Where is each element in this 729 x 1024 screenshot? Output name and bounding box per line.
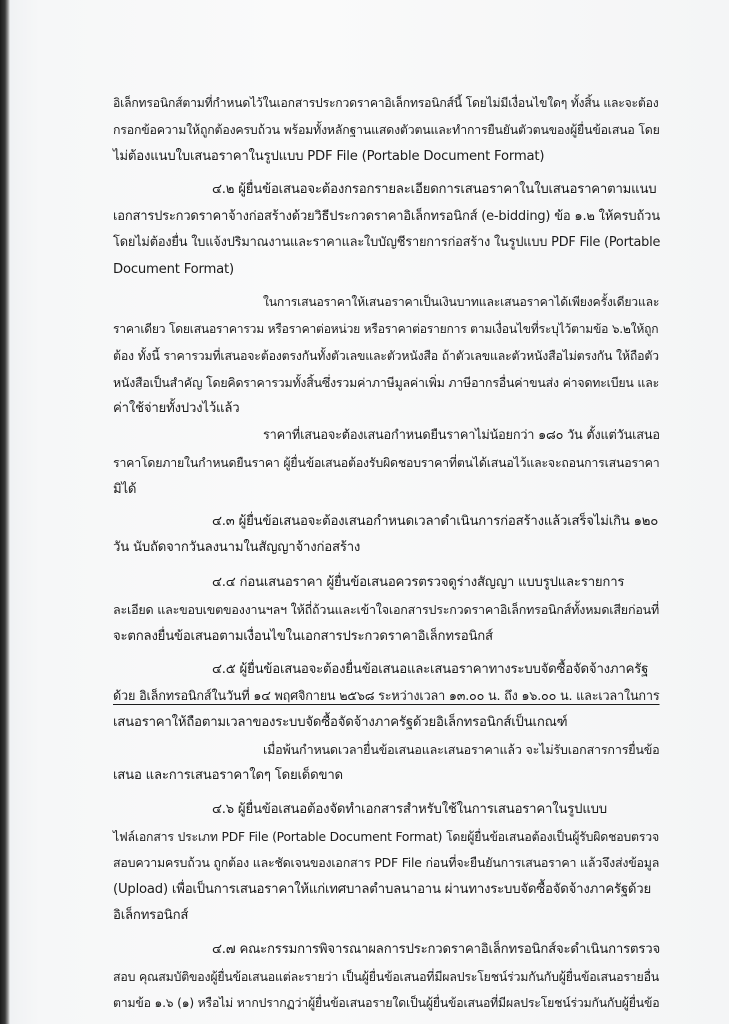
text-line: อิเล็กทรอนิกส์: [113, 908, 189, 923]
clause-4-6-heading: ๔.๖ ผู้ยื่นข้อเสนอต้องจัดทำเอกสารสำหรับใช้ในการเสนอราคาในรูปแบบ: [212, 802, 607, 817]
binding-edge: [0, 0, 10, 1024]
text-line: ค่าใช้จ่ายทั้งปวงไว้แล้ว: [113, 401, 240, 416]
text-line: วัน นับถัดจากวันลงนามในสัญญาจ้างก่อสร้าง: [113, 540, 361, 555]
text-line: สอบความครบถ้วน ถูกต้อง และชัดเจนของเอกสาร PDF File ก่อนที่จะยืนยันการเสนอราคา แล้วจึงส่งข้อมูล: [113, 855, 660, 870]
text-line: ราคาเดียว โดยเสนอราคารวม หรือราคาต่อหน่วย หรือราคาต่อรายการ ตามเงื่อนไขที่ระบุไว้ตามข้อ ๖.๒ให้ถูก: [113, 322, 659, 336]
text-line: ไม่ต้องแนบใบเสนอราคาในรูปแบบ PDF File (Portable Document Format): [113, 149, 545, 164]
submission-date-line: ด้วย อิเล็กทรอนิกส์ในวันที่ ๑๔ พฤศจิกายน ๒๕๖๘ ระหว่างเวลา ๑๓.๐๐ น. ถึง ๑๖.๐๐ น. และเวลาในการ: [113, 688, 660, 703]
text-line: ในการเสนอราคาให้เสนอราคาเป็นเงินบาทและเสนอราคาได้เพียงครั้งเดียวและ: [263, 295, 660, 309]
text-line: หนังสือเป็นสำคัญ โดยคิดราคารวมทั้งสิ้นซึ่งรวมค่าภาษีมูลค่าเพิ่ม ภาษีอากรอื่นค่าขนส่ง ค่าจดทะเบียน และ: [113, 376, 660, 390]
text-line: ราคาโดยภายในกำหนดยืนราคา ผู้ยื่นข้อเสนอต้องรับผิดชอบราคาที่ตนได้เสนอไว้และจะถอนการเสนอราคา: [113, 456, 660, 470]
text-line: ตามข้อ ๑.๖ (๑) หรือไม่ หากปรากฏว่าผู้ยื่นข้อเสนอรายใดเป็นผู้ยื่นข้อเสนอที่มีผลประโยชน์ร่วมกันกับผู้ยื่นข้อ: [113, 996, 660, 1010]
text-line: สอบ คุณสมบัติของผู้ยื่นข้อเสนอแต่ละรายว่า เป็นผู้ยื่นข้อเสนอที่มีผลประโยชน์ร่วมกันกับผู้ยื่นข้อเสนอรายอื่น: [113, 970, 660, 984]
text-line: ละเอียด และขอบเขตของงานฯลฯ ให้ถี่ถ้วนและเข้าใจเอกสารประกวดราคาอิเล็กทรอนิกส์ทั้งหมดเสียก่อนที่: [113, 602, 660, 617]
text-line: เมื่อพ้นกำหนดเวลายื่นข้อเสนอและเสนอราคาแล้ว จะไม่รับเอกสารการยื่นข้อ: [263, 742, 660, 757]
text-line: เสนอ และการเสนอราคาใดๆ โดยเด็ดขาด: [113, 768, 343, 783]
text-line: Document Format): [113, 262, 234, 277]
clause-4-3-heading: ๔.๓ ผู้ยื่นข้อเสนอจะต้องเสนอกำหนดเวลาดำเนินการก่อสร้างแล้วเสร็จไม่เกิน ๑๒๐: [212, 514, 659, 529]
text-line: กรอกข้อความให้ถูกต้องครบถ้วน พร้อมทั้งหลักฐานแสดงตัวตนและทำการยืนยันตัวตนของผู้ยื่นข้อเสนอ โดย: [113, 123, 660, 137]
text-line: มิได้: [113, 482, 137, 497]
text-line: เอกสารประกวดราคาจ้างก่อสร้างด้วยวิธีประกวดราคาอิเล็กทรอนิกส์ (e-bidding) ข้อ ๑.๒ ให้ครบถ้วน: [113, 209, 660, 224]
clause-4-5-heading: ๔.๕ ผู้ยื่นข้อเสนอจะต้องยื่นข้อเสนอและเสนอราคาทางระบบจัดซื้อจัดจ้างภาครัฐ: [212, 662, 649, 677]
text-line: (Upload) เพื่อเป็นการเสนอราคาให้แก่เทศบาลตำบลนาอาน ผ่านทางระบบจัดซื้อจัดจ้างภาครัฐด้วย: [113, 882, 651, 897]
text-line: จะตกลงยื่นข้อเสนอตามเงื่อนไขในเอกสารประกวดราคาอิเล็กทรอนิกส์: [113, 629, 493, 644]
clause-4-2-heading: ๔.๒ ผู้ยื่นข้อเสนอจะต้องกรอกรายละเอียดการเสนอราคาในใบเสนอราคาตามแนบ: [212, 182, 657, 197]
text-line: โดยไม่ต้องยื่น ใบแจ้งปริมาณงานและราคาและใบบัญชีรายการก่อสร้าง ในรูปแบบ PDF File (Portable: [113, 235, 661, 250]
clause-4-4-heading: ๔.๔ ก่อนเสนอราคา ผู้ยื่นข้อเสนอควรตรวจดูร่างสัญญา แบบรูปและรายการ: [212, 575, 625, 590]
text-line: อิเล็กทรอนิกส์ตามที่กำหนดไว้ในเอกสารประกวดราคาอิเล็กทรอนิกส์นี้ โดยไม่มีเงื่อนไขใดๆ ทั้งสิ้น และจะต้อง: [113, 96, 659, 110]
clause-4-7-heading: ๔.๗ คณะกรรมการพิจารณาผลการประกวดราคาอิเล็กทรอนิกส์จะดำเนินการตรวจ: [212, 942, 660, 957]
text-line: เสนอราคาให้ถือตามเวลาของระบบจัดซื้อจัดจ้างภาครัฐด้วยอิเล็กทรอนิกส์เป็นเกณฑ์: [113, 715, 568, 730]
text-line: ต้อง ทั้งนี้ ราคารวมที่เสนอจะต้องตรงกันทั้งตัวเลขและตัวหนังสือ ถ้าตัวเลขและตัวหนังสือไม่ตรงกัน ให้ถือตัว: [113, 349, 659, 363]
text-line: ไฟล์เอกสาร ประเภท PDF File (Portable Document Format) โดยผู้ยื่นข้อเสนอต้องเป็นผู้รับผิดชอบตรวจ: [113, 830, 659, 844]
text-line: ราคาที่เสนอจะต้องเสนอกำหนดยืนราคาไม่น้อยกว่า ๑๘๐ วัน ตั้งแต่วันเสนอ: [263, 428, 660, 443]
